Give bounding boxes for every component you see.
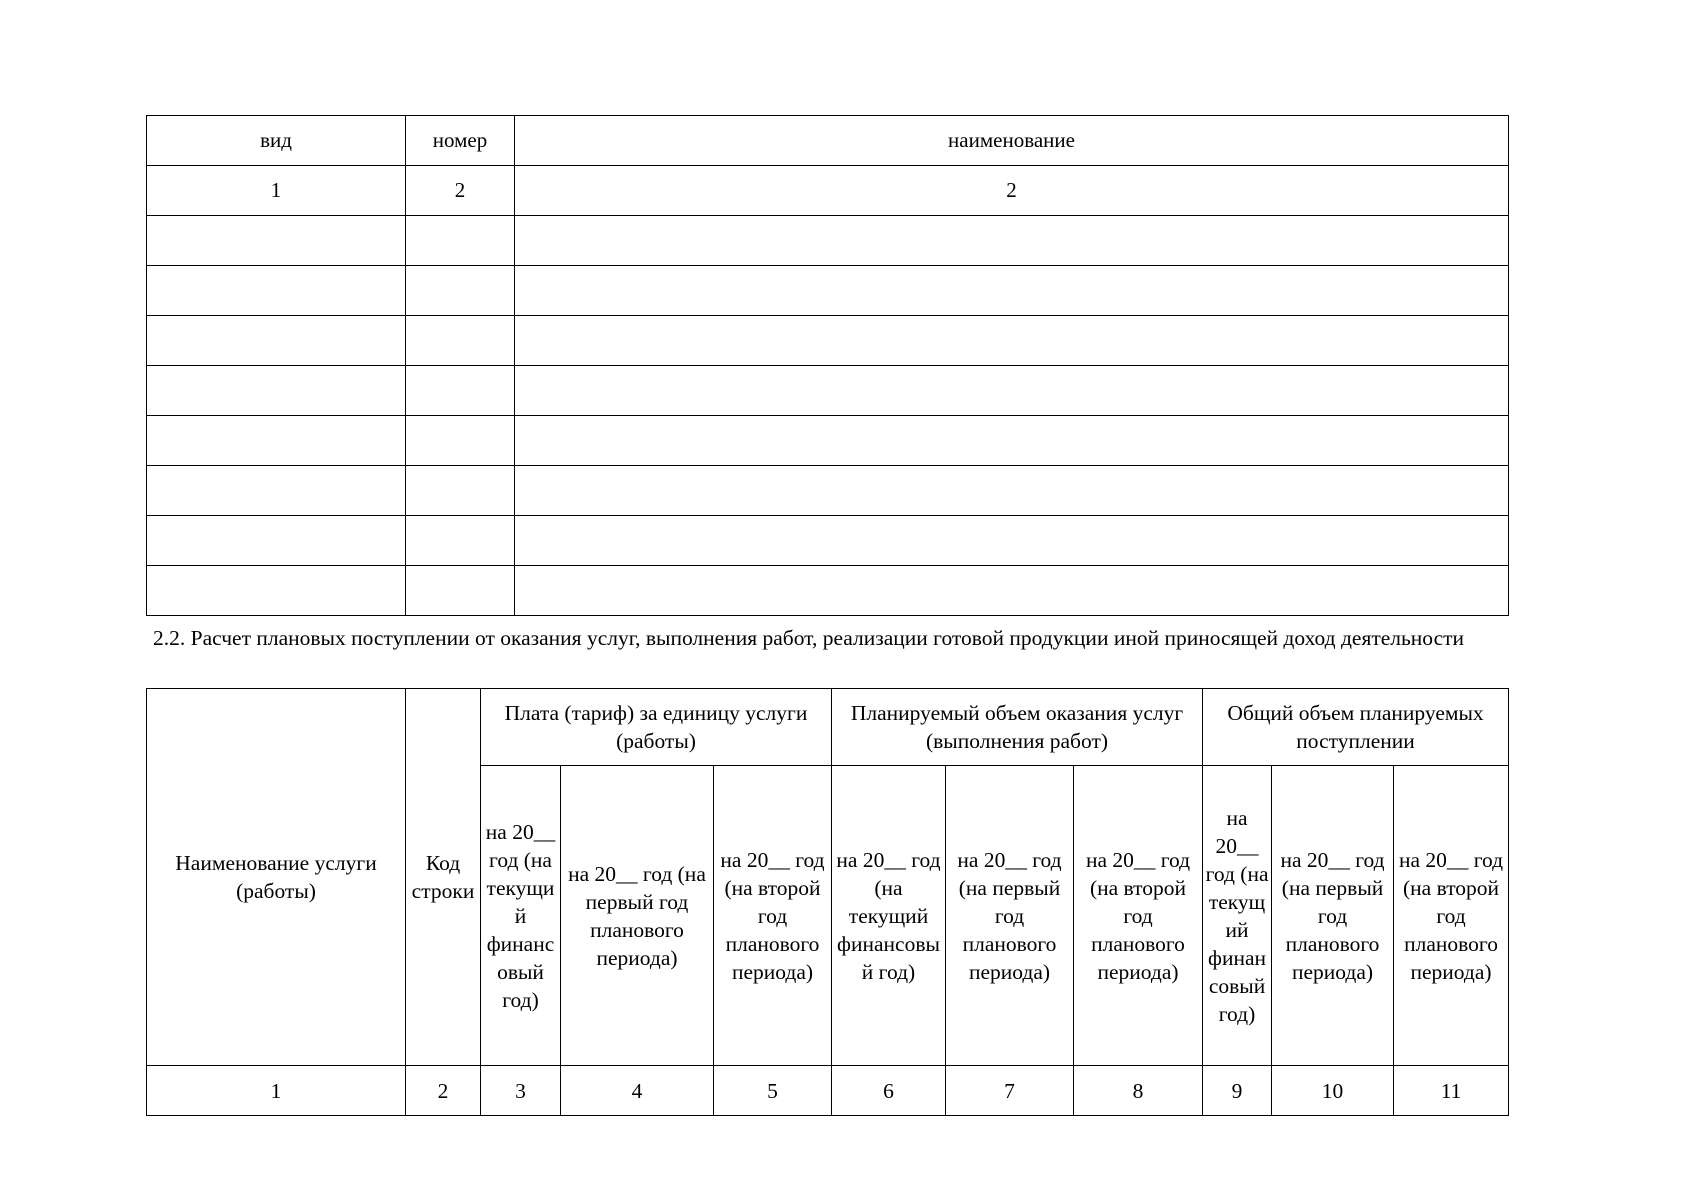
subheader-volume-first-year: на 20__ год (на первый год планового периода) (946, 766, 1074, 1066)
empty-cell (515, 416, 1509, 466)
header-unit-price: Плата (тариф) за единицу услуги (работы) (481, 689, 832, 766)
empty-cell (515, 466, 1509, 516)
empty-cell (406, 266, 515, 316)
column-number: 2 (515, 166, 1509, 216)
table-row (147, 266, 1509, 316)
empty-cell (515, 316, 1509, 366)
subheader-total-second-year: на 20__ год (на второй год планового периода) (1394, 766, 1509, 1066)
column-number: 1 (147, 1066, 406, 1116)
empty-cell (147, 516, 406, 566)
empty-cell (406, 216, 515, 266)
column-number: 11 (1394, 1066, 1509, 1116)
empty-cell (515, 216, 1509, 266)
empty-cell (406, 366, 515, 416)
column-number: 2 (406, 166, 515, 216)
column-number: 9 (1203, 1066, 1272, 1116)
empty-cell (406, 566, 515, 616)
empty-cell (147, 266, 406, 316)
table-row (147, 566, 1509, 616)
empty-cell (515, 266, 1509, 316)
header-service-name: Наименование услуги (работы) (147, 689, 406, 1066)
subheader-total-current-year: на 20__ год (на текущий финансовый год) (1203, 766, 1272, 1066)
empty-cell (406, 416, 515, 466)
column-number: 10 (1272, 1066, 1394, 1116)
empty-cell (147, 416, 406, 466)
column-number: 6 (832, 1066, 946, 1116)
section-heading: 2.2. Расчет плановых поступлении от оказания услуг, выполнения работ, реализации готовой продукции иной приносящей доход деятельности (153, 626, 1465, 650)
empty-cell (147, 216, 406, 266)
column-number: 7 (946, 1066, 1074, 1116)
subheader-volume-current-year: на 20__ год (на текущий финансовый год) (832, 766, 946, 1066)
column-number: 3 (481, 1066, 561, 1116)
empty-cell (406, 516, 515, 566)
revenue-calculation-table (146, 688, 1509, 1116)
column-number: 5 (714, 1066, 832, 1116)
header-row-code: Код строки (406, 689, 481, 1066)
column-number-row (147, 166, 1509, 216)
empty-cell (515, 566, 1509, 616)
subheader-price-current-year: на 20__ год (на текущий финансовый год) (481, 766, 561, 1066)
table-row (147, 516, 1509, 566)
table-row (147, 216, 1509, 266)
header-total-revenue: Общий объем планируемых поступлении (1203, 689, 1509, 766)
header-vid: вид (147, 116, 406, 166)
subheader-price-second-year: на 20__ год (на второй год планового периода) (714, 766, 832, 1066)
empty-cell (406, 466, 515, 516)
header-nomer: номер (406, 116, 515, 166)
header-planned-volume: Планируемый объем оказания услуг (выполнения работ) (832, 689, 1203, 766)
empty-cell (515, 516, 1509, 566)
subheader-total-first-year: на 20__ год (на первый год планового периода) (1272, 766, 1394, 1066)
column-number: 8 (1074, 1066, 1203, 1116)
group-header-row (147, 689, 1509, 766)
empty-cell (147, 316, 406, 366)
table-row (147, 416, 1509, 466)
empty-cell (147, 366, 406, 416)
header-naimenovanie: наименование (515, 116, 1509, 166)
table-row (147, 366, 1509, 416)
column-number: 4 (561, 1066, 714, 1116)
subheader-volume-second-year: на 20__ год (на второй год планового периода) (1074, 766, 1203, 1066)
column-number: 1 (147, 166, 406, 216)
empty-cell (147, 566, 406, 616)
table-row (147, 316, 1509, 366)
empty-cell (515, 366, 1509, 416)
empty-cell (406, 316, 515, 366)
table-row (147, 466, 1509, 516)
empty-cell (147, 466, 406, 516)
column-number-row (147, 1066, 1509, 1116)
subheader-price-first-year: на 20__ год (на первый год планового периода) (561, 766, 714, 1066)
classification-table (146, 115, 1509, 616)
header-row (147, 116, 1509, 166)
column-number: 2 (406, 1066, 481, 1116)
